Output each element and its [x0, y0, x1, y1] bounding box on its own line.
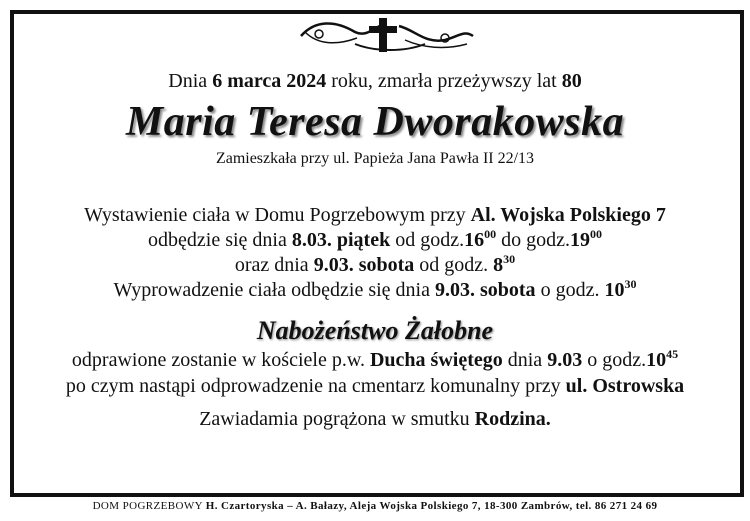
age: 80	[561, 70, 582, 92]
deceased-name: Maria Teresa Dworakowska	[125, 99, 625, 145]
mass-title: Nabożeństwo Żałobne	[256, 316, 494, 345]
ceremony-line-1: odprawione zostanie w kościele p.w. Ducha świętego dnia 9.03 o $godz.10^{45}$	[71, 347, 679, 371]
viewing-line-1: Wystawienie ciała w Domu Pogrzebowym przy Al. Wojska Polskiego 7	[84, 204, 666, 226]
viewing-line-4: Wyprowadzenie ciała odbędzie się dnia 9.03. sobota o godz. $10^{30}$	[113, 277, 637, 301]
viewing-line-2: odbędzie się dnia 8.03. piątek od $godz.16^{00}$ do $godz.19^{00}$	[148, 227, 602, 251]
funeral-home-footer: DOM POGRZEBOWY H. Czartoryska – A. Bałazy, Aleja Wojska Polskiego 7, 18-300 Zambrów, tel. 86 271 24 69	[92, 500, 658, 512]
viewing-line-3: oraz dnia 9.03. sobota od godz. $8^{30}$	[234, 252, 516, 276]
cross-ribbon-icon	[295, 14, 475, 58]
death-date-line: Dnia 6 marca 2024 roku, zmarła przeżywszy lat 80	[168, 70, 582, 92]
ceremony-line-2: po czym nastąpi odprowadzenie na cmentarz komunalny przy ul. Ostrowska	[65, 375, 685, 397]
family-line: Zawiadamia pogrążona w smutku Rodzina.	[199, 408, 551, 430]
death-date: 6 marca 2024	[212, 70, 327, 92]
address: Zamieszkała przy ul. Papieża Jana Pawła II 22/13	[215, 150, 535, 167]
